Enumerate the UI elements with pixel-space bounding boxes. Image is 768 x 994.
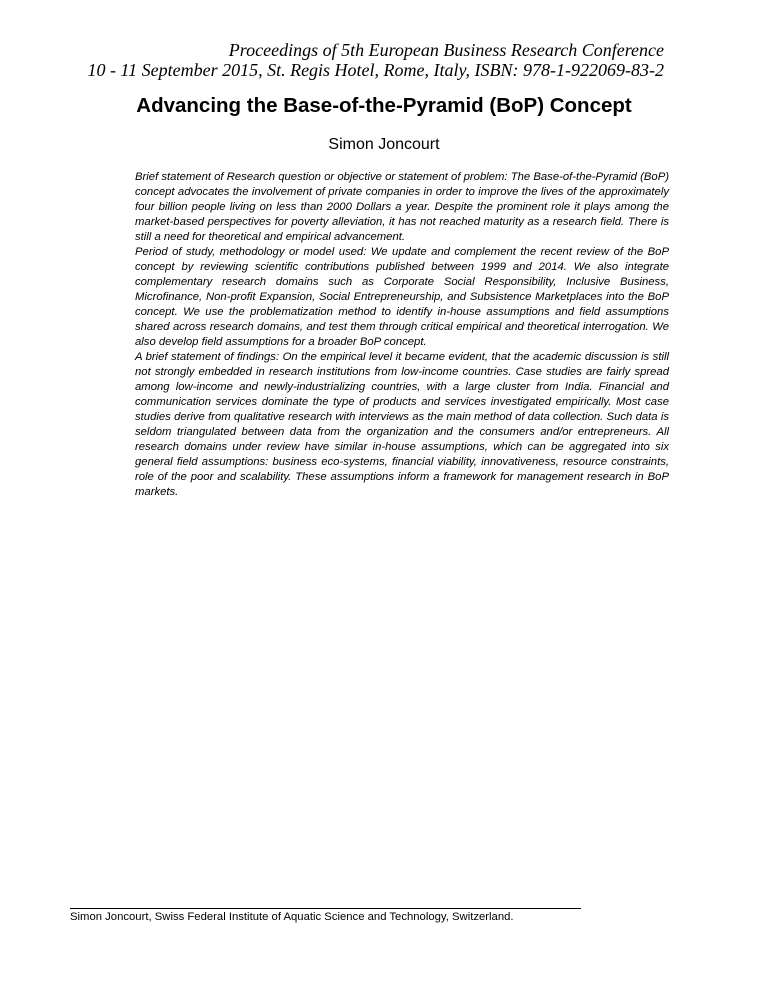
- abstract: [135, 170, 669, 500]
- paper-title: Advancing the Base-of-the-Pyramid (BoP) Concept: [136, 94, 632, 117]
- abstract-methodology: Period of study, methodology or model used: We update and complement the recent review of the BoP concept by reviewing scientific contributions published between 1999 and 2014. We also integrate complementary research domains such as Corporate Social Responsibility, Inclusive Business, Microfinance, Non-profit Expansion, Social Entrepreneurship, and Subsistence Marketplaces into the BoP concept. We use the problematization method to identify in-house assumptions and field assumptions shared across research domains, and test them through critical empirical and theoretical interrogation. We also develop field assumptions for a broader BoP concept.: [135, 246, 669, 348]
- conference-header: [87, 40, 664, 80]
- conference-header-line-2: 10 - 11 September 2015, St. Regis Hotel, Rome, Italy, ISBN: 978-1-922069-83-2: [87, 60, 664, 80]
- footnote-divider: [70, 908, 581, 909]
- conference-header-line-1: Proceedings of 5th European Business Research Conference: [228, 40, 664, 60]
- abstract-problem-statement: Brief statement of Research question or objective or statement of problem: The Base-of-the-Pyramid (BoP) concept advocates the involvement of private companies in order to improve the lives of the approximately four billion people living on less than 2000 Dollars a year. Despite the prominent role it plays among the market-based perspectives for poverty alleviation, it has not reached maturity as a research field. There is still a need for theoretical and empirical advancement.: [135, 171, 669, 243]
- author-affiliation-footnote: Simon Joncourt, Swiss Federal Institute of Aquatic Science and Technology, Switzerland.: [70, 911, 514, 923]
- abstract-findings: A brief statement of findings: On the empirical level it became evident, that the academic discussion is still not strongly embedded in research institutions from low-income countries. Case studies are fairly spread among low-income and newly-industrializing countries, with a large cluster from India. Financial and communication services dominate the type of products and services investigated empirically. Most case studies derive from qualitative research with interviews as the main method of data collection. Such data is seldom triangulated between data from the organization and the consumers and/or entrepreneurs. All research domains under review have similar in-house assumptions, which can be aggregated into six general field assumptions: business eco-systems, financial viability, innovativeness, resource constraints, role of the poor and scalability. These assumptions inform a framework for management research in BoP markets.: [135, 351, 669, 498]
- author-name: Simon Joncourt: [328, 136, 440, 153]
